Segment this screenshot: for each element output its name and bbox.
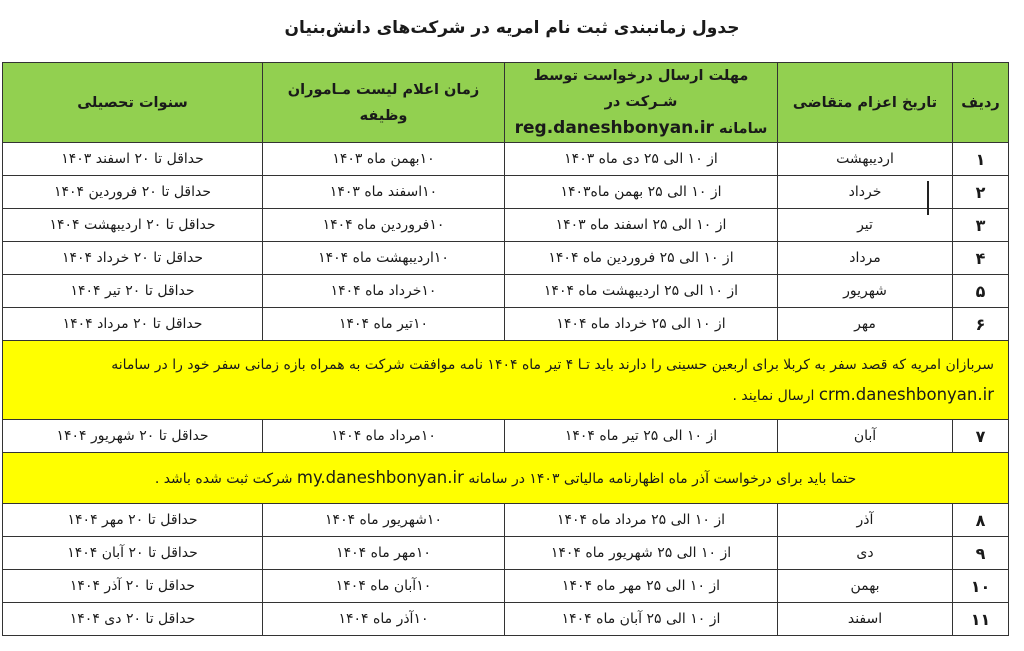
header-request-deadline (505, 63, 778, 143)
cell-education-years: حداقل تا ۲۰ فروردین ۱۴۰۴ (3, 176, 263, 209)
note2-text: حتما باید برای درخواست آذر ماه اظهارنامه مالیاتی ۱۴۰۳ در سامانه (468, 470, 857, 487)
cell-list-announce: ۱۰بهمن ماه ۱۴۰۳ (263, 143, 505, 176)
cell-dispatch-month: خرداد (778, 176, 953, 209)
note1-text: سربازان امریه که قصد سفر به کربلا برای اربعین حسینی را دارند باید تـا ۴ تیر ماه ۱۴۰۴ نامه موافقت شرکت به همراه بازه زمانی سفر خود را در سامانه (111, 356, 994, 373)
table-row (3, 176, 1009, 209)
cell-row-no: ۷ (953, 420, 1009, 453)
table-row (3, 537, 1009, 570)
text-cursor (927, 181, 929, 215)
cell-dispatch-month: دی (778, 537, 953, 570)
cell-dispatch-month: آذر (778, 504, 953, 537)
cell-request-deadline: از ۱۰ الی ۲۵ آبان ماه ۱۴۰۴ (505, 603, 778, 636)
cell-education-years: حداقل تا ۲۰ آبان ۱۴۰۴ (3, 537, 263, 570)
cell-dispatch-month: اردیبهشت (778, 143, 953, 176)
note1-cell (3, 341, 1009, 420)
cell-row-no: ۶ (953, 308, 1009, 341)
cell-list-announce: ۱۰آذر ماه ۱۴۰۴ (263, 603, 505, 636)
cell-row-no: ۱۰ (953, 570, 1009, 603)
cell-request-deadline: از ۱۰ الی ۲۵ بهمن ماه۱۴۰۳ (505, 176, 778, 209)
header-list-announce: زمان اعلام لیست مـاموران وظیفه (263, 63, 505, 143)
cell-list-announce: ۱۰شهریور ماه ۱۴۰۴ (263, 504, 505, 537)
header-dispatch-date: تاریخ اعزام متقاضی (778, 63, 953, 143)
table-body (3, 143, 1009, 636)
header-education-years: سنوات تحصیلی (3, 63, 263, 143)
cell-education-years: حداقل تا ۲۰ مهر ۱۴۰۴ (3, 504, 263, 537)
header-request-deadline-site: reg.daneshbonyan.ir (514, 118, 714, 138)
table-row (3, 275, 1009, 308)
cell-request-deadline: از ۱۰ الی ۲۵ دی ماه ۱۴۰۳ (505, 143, 778, 176)
cell-list-announce: ۱۰اسفند ماه ۱۴۰۳ (263, 176, 505, 209)
table-row (3, 308, 1009, 341)
cell-row-no: ۲ (953, 176, 1009, 209)
cell-education-years: حداقل تا ۲۰ اسفند ۱۴۰۳ (3, 143, 263, 176)
cell-request-deadline: از ۱۰ الی ۲۵ اردیبهشت ماه ۱۴۰۴ (505, 275, 778, 308)
table-row (3, 504, 1009, 537)
header-request-deadline-line1: مهلت ارسال درخواست توسط شـرکت در (533, 68, 749, 110)
cell-row-no: ۸ (953, 504, 1009, 537)
table-row (3, 242, 1009, 275)
note2-site: my.daneshbonyan.ir (296, 467, 464, 487)
cell-education-years: حداقل تا ۲۰ دی ۱۴۰۴ (3, 603, 263, 636)
table-row (3, 570, 1009, 603)
cell-dispatch-month: بهمن (778, 570, 953, 603)
schedule-table (2, 62, 1009, 636)
cell-dispatch-month: مهر (778, 308, 953, 341)
note1-site: crm.daneshbonyan.ir (818, 384, 994, 404)
cell-dispatch-month: آبان (778, 420, 953, 453)
cell-education-years: حداقل تا ۲۰ شهریور ۱۴۰۴ (3, 420, 263, 453)
cell-row-no: ۱۱ (953, 603, 1009, 636)
table-row (3, 209, 1009, 242)
cell-list-announce: ۱۰مرداد ماه ۱۴۰۴ (263, 420, 505, 453)
cell-request-deadline: از ۱۰ الی ۲۵ اسفند ماه ۱۴۰۳ (505, 209, 778, 242)
table-header-row (3, 63, 1009, 143)
header-row-no: ردیف (953, 63, 1009, 143)
cell-request-deadline: از ۱۰ الی ۲۵ مهر ماه ۱۴۰۴ (505, 570, 778, 603)
cell-dispatch-month: شهریور (778, 275, 953, 308)
cell-dispatch-month: اسفند (778, 603, 953, 636)
cell-education-years: حداقل تا ۲۰ آذر ۱۴۰۴ (3, 570, 263, 603)
cell-education-years: حداقل تا ۲۰ تیر ۱۴۰۴ (3, 275, 263, 308)
cell-row-no: ۱ (953, 143, 1009, 176)
note1-row (3, 341, 1009, 420)
header-request-deadline-line2 (509, 115, 773, 142)
header-request-deadline-prefix: سامانه (719, 121, 768, 137)
cell-request-deadline: از ۱۰ الی ۲۵ خرداد ماه ۱۴۰۴ (505, 308, 778, 341)
table-row (3, 420, 1009, 453)
cell-row-no: ۵ (953, 275, 1009, 308)
cell-request-deadline: از ۱۰ الی ۲۵ فروردین ماه ۱۴۰۴ (505, 242, 778, 275)
cell-dispatch-month: مرداد (778, 242, 953, 275)
cell-list-announce: ۱۰آبان ماه ۱۴۰۴ (263, 570, 505, 603)
table-row (3, 143, 1009, 176)
note2-row (3, 453, 1009, 504)
cell-education-years: حداقل تا ۲۰ مرداد ۱۴۰۴ (3, 308, 263, 341)
cell-request-deadline: از ۱۰ الی ۲۵ مرداد ماه ۱۴۰۴ (505, 504, 778, 537)
note2-cell (3, 453, 1009, 504)
table-row (3, 603, 1009, 636)
cell-list-announce: ۱۰مهر ماه ۱۴۰۴ (263, 537, 505, 570)
cell-row-no: ۹ (953, 537, 1009, 570)
page-title: جدول زمانبندی ثبت نام امریه در شرکت‌های دانش‌بنیان (284, 18, 740, 38)
cell-row-no: ۳ (953, 209, 1009, 242)
cell-dispatch-month: تیر (778, 209, 953, 242)
cell-request-deadline: از ۱۰ الی ۲۵ تیر ماه ۱۴۰۴ (505, 420, 778, 453)
cell-education-years: حداقل تا ۲۰ اردیبهشت ۱۴۰۴ (3, 209, 263, 242)
cell-list-announce: ۱۰خرداد ماه ۱۴۰۴ (263, 275, 505, 308)
cell-request-deadline: از ۱۰ الی ۲۵ شهریور ماه ۱۴۰۴ (505, 537, 778, 570)
note1-tail: ارسال نمایند . (732, 387, 815, 404)
cell-list-announce: ۱۰فروردین ماه ۱۴۰۴ (263, 209, 505, 242)
cell-row-no: ۴ (953, 242, 1009, 275)
cell-list-announce: ۱۰تیر ماه ۱۴۰۴ (263, 308, 505, 341)
cell-education-years: حداقل تا ۲۰ خرداد ۱۴۰۴ (3, 242, 263, 275)
note2-tail: شرکت ثبت شده باشد . (154, 470, 293, 487)
cell-list-announce: ۱۰اردیبهشت ماه ۱۴۰۴ (263, 242, 505, 275)
